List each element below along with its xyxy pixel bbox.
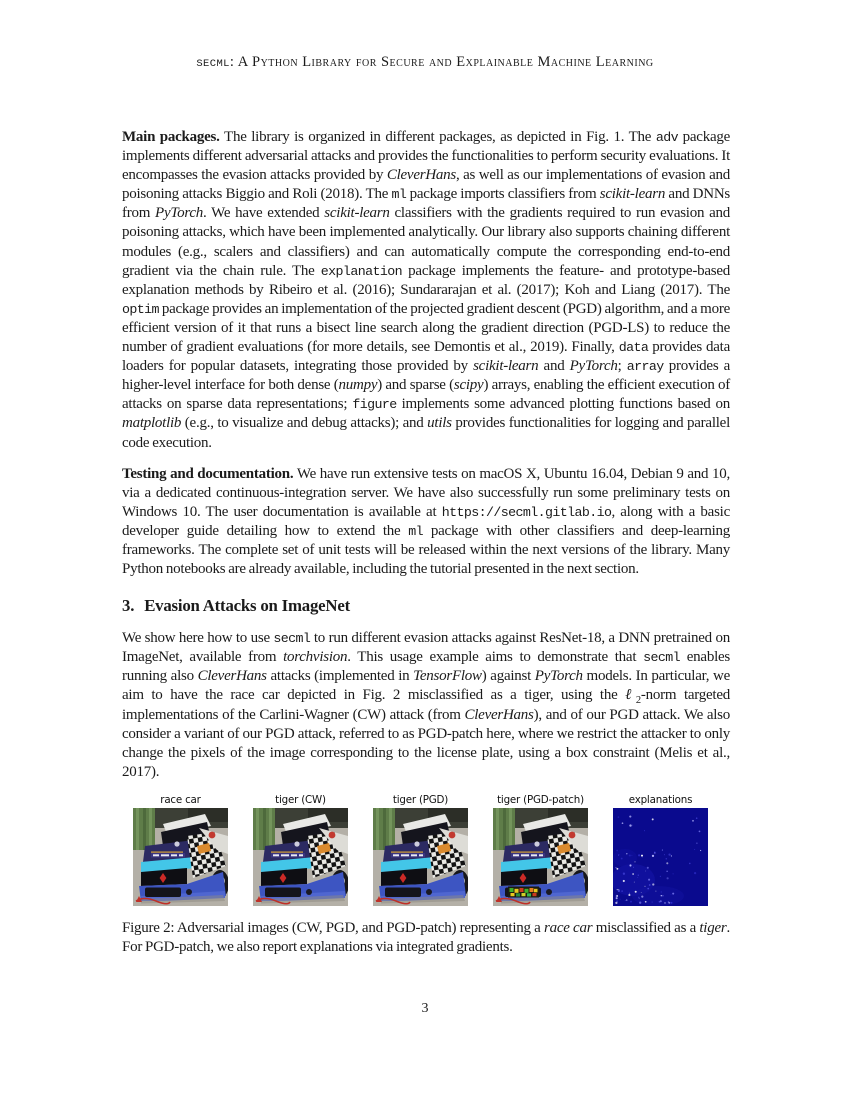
figure-2 <box>133 794 708 906</box>
section-title: Evasion Attacks on ImageNet <box>144 596 350 616</box>
paragraph-testing-documentation: Testing and documentation. We have run extensive tests on macOS X, Ubuntu 16.04, Debian 9 and 10, via a dedicated continuous-integration server. We have also successfully run some preliminary tests on Windows 10. The user documentation is available at https://secml.gitlab.io, along with a basic developer guide detailing how to extend the ml package with other classifiers and deep-learning frameworks. The complete set of unit tests will be released within the next versions of the library. Many Python notebooks are already available, including the tutorial presented in the next section. <box>122 465 730 578</box>
figure-2-caption: Figure 2: Adversarial images (CW, PGD, and PGD-patch) representing a race car misclassified as a tiger. For PGD-patch, we also report explanations via integrated gradients. <box>122 919 730 955</box>
figure-panel-label: tiger (PGD-patch) <box>497 793 584 806</box>
race-car-image <box>133 808 228 906</box>
figure-panel-explanations <box>613 794 708 906</box>
paragraph-evasion-imagenet: We show here how to use secml to run different evasion attacks against ResNet-18, a DNN pretrained on ImageNet, available from torchvision. This usage example aims to demonstrate that secml enables running also CleverHans attacks (implemented in TensorFlow) against PyTorch models. In particular, we aim to have the race car depicted in Fig. 2 misclassified as a tiger, using the ℓ$_2$-norm targeted implementations of the Carlini-Wagner (CW) attack (from CleverHans), and of our PGD attack. We also consider a variant of our PGD attack, referred to as PGD-patch here, where we restrict the attacker to only change the pixels of the image corresponding to the license plate, using a box constraint (Melis et al., 2017). <box>122 630 730 780</box>
section-heading <box>122 596 730 616</box>
page-body <box>122 128 730 972</box>
adversarial-image-pgd-patch <box>493 808 588 906</box>
running-header <box>0 53 850 71</box>
adversarial-image-pgd <box>373 808 468 906</box>
section-number: 3. <box>122 596 135 616</box>
running-header-package-name: SECML <box>196 58 230 70</box>
running-header-title: : A Python Library for Secure and Explainable Machine Learning <box>229 54 654 70</box>
figure-panel-label: race car <box>160 793 201 806</box>
figure-panel-label: tiger (PGD) <box>392 793 449 806</box>
figure-panel-tiger-cw <box>253 794 348 906</box>
figure-panel-tiger-pgd-patch <box>493 794 588 906</box>
figure-panel-tiger-pgd <box>373 794 468 906</box>
page-number: 3 <box>421 1001 429 1016</box>
figure-panel-race-car <box>133 794 228 906</box>
adversarial-image-cw <box>253 808 348 906</box>
figure-panel-label: tiger (CW) <box>275 793 326 806</box>
explanations-image <box>613 808 708 906</box>
figure-panel-label: explanations <box>628 793 693 806</box>
paragraph-main-packages: Main packages. The library is organized in different packages, as depicted in Fig. 1. The adv package implements different adversarial attacks and provides the functionalities to perform security evaluations. It encompasses the evasion attacks provided by CleverHans, as well as our implementations of evasion and poisoning attacks Biggio and Roli (2018). The ml package imports classifiers from scikit-learn and DNNs from PyTorch. We have extended scikit-learn classifiers with the gradients required to run evasion and poisoning attacks, which have been implemented analytically. Our library also supports chaining different modules (e.g., scalers and classifiers) and can automatically compute the corresponding end-to-end gradient via the chain rule. The explanation package implements the feature- and prototype-based explanation methods by Ribeiro et al. (2016); Sundararajan et al. (2017); Koh and Liang (2017). The optim package provides an implementation of the projected gradient descent (PGD) algorithm, and a more efficient version of it that runs a bisect line search along the gradient direction (PGD-LS) to reduce the number of gradient evaluations (for more details, see Demontis et al., 2019). Finally, data provides data loaders for popular datasets, integrating those provided by scikit-learn and PyTorch; array provides a higher-level interface for both dense (numpy) and sparse (scipy) arrays, enabling the efficient execution of attacks on sparse data representations; figure implements some advanced plotting functions based on matplotlib (e.g., to visualize and debug attacks); and utils provides functionalities for logging and parallel code execution. <box>122 129 731 451</box>
